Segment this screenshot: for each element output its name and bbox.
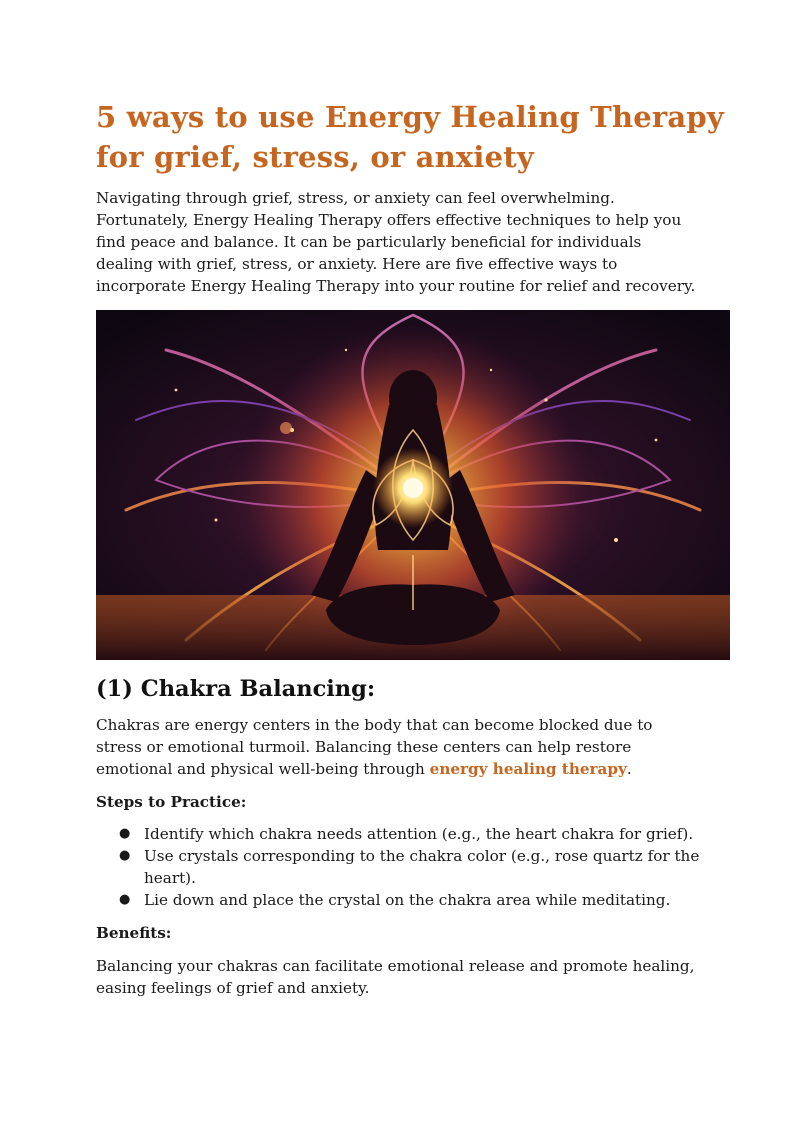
step-text: Identify which chakra needs attention (e.g., the heart chakra for grief). — [144, 825, 694, 843]
steps-heading: Steps to Practice: — [96, 793, 247, 811]
intro-paragraph: Navigating through grief, stress, or anxiety can feel overwhelming. Fortunately, Energy Healing Therapy offers effective techniques to help you find peace and balance. It can be particularly beneficial for individuals dealing with grief, stress, or anxiety. Here are five effective ways to incorporate Energy Healing Therapy into your routine for relief and recovery. — [96, 189, 696, 295]
list-item — [119, 889, 704, 911]
page-title: 5 ways to use Energy Healing Therapy for grief, stress, or anxiety — [96, 100, 724, 174]
bullet-icon: ● — [119, 848, 131, 863]
benefits-heading: Benefits: — [96, 924, 172, 942]
list-item — [119, 845, 704, 889]
list-item — [119, 823, 704, 845]
chakra-description-text: Chakras are energy centers in the body that can become blocked due to stress or emotional turmoil. Balancing these centers can help restore emotional and physical well-being through — [96, 716, 653, 778]
step-text: Use crystals corresponding to the chakra color (e.g., rose quartz for the heart). — [144, 847, 700, 887]
steps-list — [96, 823, 704, 911]
step-text: Lie down and place the crystal on the chakra area while meditating. — [144, 891, 671, 909]
section-heading-chakra-balancing: (1) Chakra Balancing: — [96, 676, 376, 702]
bullet-icon: ● — [119, 892, 131, 907]
chakra-description — [96, 714, 696, 780]
bullet-icon: ● — [119, 826, 131, 841]
chakra-description-end: . — [626, 760, 632, 778]
benefits-paragraph: Balancing your chakras can facilitate emotional release and promote healing, easing feelings of grief and anxiety. — [96, 957, 695, 997]
meditation-hero-image — [96, 310, 730, 660]
energy-healing-therapy-link[interactable]: energy healing therapy — [429, 760, 627, 778]
